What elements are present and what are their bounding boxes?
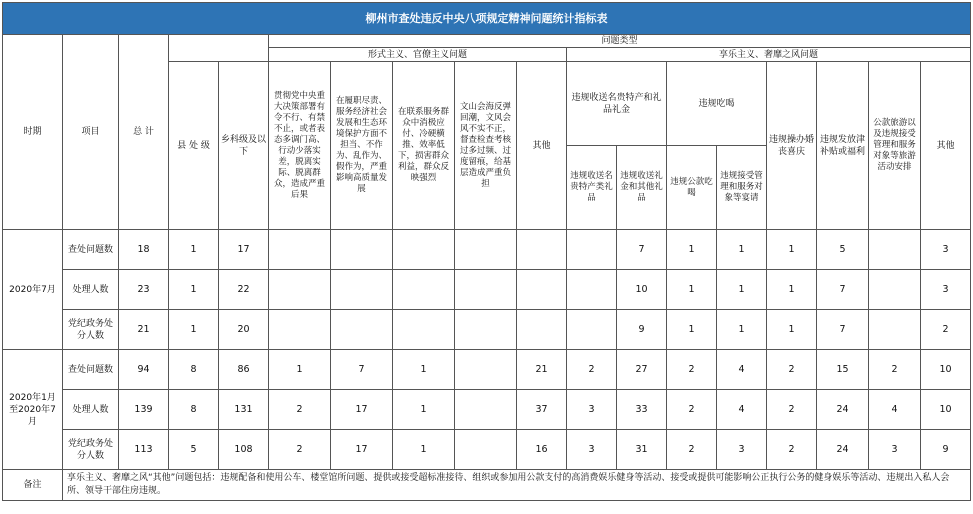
- header-hedonism-other: 其他: [921, 62, 971, 230]
- cell: [455, 430, 517, 470]
- cell: 2: [921, 310, 971, 350]
- cell: 94: [119, 350, 169, 390]
- cell: 24: [817, 390, 869, 430]
- cell: [455, 350, 517, 390]
- cell: [455, 230, 517, 270]
- cell: [567, 310, 617, 350]
- cell: 113: [119, 430, 169, 470]
- header-formalism-other: 其他: [517, 62, 567, 230]
- cell: 1: [767, 310, 817, 350]
- cell: 17: [219, 230, 269, 270]
- header-county-level: 县 处 级: [169, 62, 219, 230]
- cell: 3: [921, 230, 971, 270]
- cell: [393, 230, 455, 270]
- header-hedonism-eating-1: 违规公款吃喝: [667, 146, 717, 230]
- cell: 1: [717, 310, 767, 350]
- cell: 1: [169, 230, 219, 270]
- row-item: 查处问题数: [63, 350, 119, 390]
- cell: 15: [817, 350, 869, 390]
- cell: 7: [817, 270, 869, 310]
- cell: [869, 310, 921, 350]
- cell: 17: [331, 430, 393, 470]
- cell: 1: [393, 430, 455, 470]
- cell: 2: [269, 430, 331, 470]
- cell: 1: [717, 230, 767, 270]
- statistics-table: [2, 2, 971, 501]
- cell: 9: [921, 430, 971, 470]
- cell: 3: [869, 430, 921, 470]
- cell: 5: [817, 230, 869, 270]
- cell: [331, 310, 393, 350]
- cell: [331, 270, 393, 310]
- cell: 3: [567, 390, 617, 430]
- header-township-level: 乡科级及以下: [219, 62, 269, 230]
- cell: 9: [617, 310, 667, 350]
- header-formalism-1: 贯彻党中央重大决策部署有令不行、有禁不止，或者表态多调门高、行动少落实差，脱离实际、脱离群众，造成严重后果: [269, 62, 331, 230]
- header-formalism-2: 在履职尽责、服务经济社会发展和生态环境保护方面不担当、不作为、乱作为、假作为，严重影响高质量发展: [331, 62, 393, 230]
- header-problem-type: 问题类型: [269, 35, 971, 48]
- cell: [269, 230, 331, 270]
- header-hedonism-gift: 违规收送名贵特产和礼品礼金: [567, 62, 667, 146]
- cell: [455, 310, 517, 350]
- cell: 86: [219, 350, 269, 390]
- footnote-label: 备注: [3, 470, 63, 501]
- cell: [517, 230, 567, 270]
- cell: 1: [667, 230, 717, 270]
- cell: [393, 310, 455, 350]
- row-item: 党纪政务处分人数: [63, 310, 119, 350]
- cell: [269, 310, 331, 350]
- cell: 33: [617, 390, 667, 430]
- cell: 8: [169, 390, 219, 430]
- cell: [869, 230, 921, 270]
- cell: [269, 270, 331, 310]
- cell: 5: [169, 430, 219, 470]
- header-formalism: 形式主义、官僚主义问题: [269, 48, 567, 62]
- cell: 2: [869, 350, 921, 390]
- cell: 2: [567, 350, 617, 390]
- header-formalism-4: 文山会海反弹回潮，文风会风不实不正，督查检查考核过多过频、过度留痕，给基层造成严重负担: [455, 62, 517, 230]
- cell: 22: [219, 270, 269, 310]
- row-item: 处理人数: [63, 390, 119, 430]
- header-hedonism-eating-2: 违规接受管理和服务对象等宴请: [717, 146, 767, 230]
- cell: 108: [219, 430, 269, 470]
- header-hedonism-subsidy: 违规发放津补贴或福利: [817, 62, 869, 230]
- header-period: 时期: [3, 35, 63, 230]
- header-total: 总 计: [119, 35, 169, 230]
- cell: 24: [817, 430, 869, 470]
- cell: [393, 270, 455, 310]
- cell: 16: [517, 430, 567, 470]
- cell: 4: [717, 390, 767, 430]
- cell: [869, 270, 921, 310]
- row-item: 党纪政务处分人数: [63, 430, 119, 470]
- cell: 8: [169, 350, 219, 390]
- cell: 1: [717, 270, 767, 310]
- cell: 18: [119, 230, 169, 270]
- cell: 2: [667, 390, 717, 430]
- cell: 7: [331, 350, 393, 390]
- header-formalism-3: 在联系服务群众中消极应付、冷硬横推、效率低下，损害群众利益，群众反映强烈: [393, 62, 455, 230]
- cell: 17: [331, 390, 393, 430]
- footnote-text: 享乐主义、奢靡之风“其他”问题包括：违规配备和使用公车、楼堂馆所问题、提供或接受超标准接待、组织或参加用公款支付的高消费娱乐健身等活动、接受或提供可能影响公正执行公务的健身娱乐等活动、违规出入私人会所、领导干部住房违规。: [63, 470, 971, 501]
- cell: 21: [517, 350, 567, 390]
- cell: 21: [119, 310, 169, 350]
- cell: [517, 270, 567, 310]
- cell: 1: [269, 350, 331, 390]
- cell: 1: [169, 310, 219, 350]
- header-hedonism-gift-1: 违规收送名贵特产类礼品: [567, 146, 617, 230]
- cell: 1: [667, 270, 717, 310]
- cell: 139: [119, 390, 169, 430]
- cell: 37: [517, 390, 567, 430]
- cell: 1: [393, 390, 455, 430]
- cell: 27: [617, 350, 667, 390]
- cell: 2: [767, 430, 817, 470]
- row-item: 查处问题数: [63, 230, 119, 270]
- period-label: 2020年1月至2020年7月: [3, 350, 63, 470]
- header-hedonism-eating: 违规吃喝: [667, 62, 767, 146]
- cell: [455, 270, 517, 310]
- cell: 10: [921, 390, 971, 430]
- cell: 1: [393, 350, 455, 390]
- period-label: 2020年7月: [3, 230, 63, 350]
- cell: 20: [219, 310, 269, 350]
- row-item: 处理人数: [63, 270, 119, 310]
- cell: 2: [767, 350, 817, 390]
- cell: 3: [921, 270, 971, 310]
- cell: 10: [921, 350, 971, 390]
- table-title: 柳州市查处违反中央八项规定精神问题统计指标表: [3, 3, 971, 35]
- cell: 4: [869, 390, 921, 430]
- header-hedonism: 享乐主义、奢靡之风问题: [567, 48, 971, 62]
- cell: [567, 230, 617, 270]
- cell: 1: [667, 310, 717, 350]
- cell: 3: [567, 430, 617, 470]
- cell: [517, 310, 567, 350]
- cell: 1: [767, 230, 817, 270]
- cell: 131: [219, 390, 269, 430]
- cell: 2: [667, 350, 717, 390]
- cell: 1: [767, 270, 817, 310]
- cell: 2: [767, 390, 817, 430]
- header-hedonism-wedding: 违规操办婚丧喜庆: [767, 62, 817, 230]
- header-blank: [169, 35, 269, 62]
- cell: 10: [617, 270, 667, 310]
- cell: [455, 390, 517, 430]
- cell: 23: [119, 270, 169, 310]
- cell: 4: [717, 350, 767, 390]
- cell: [331, 230, 393, 270]
- cell: 2: [269, 390, 331, 430]
- cell: 3: [717, 430, 767, 470]
- cell: 7: [817, 310, 869, 350]
- cell: [567, 270, 617, 310]
- header-hedonism-travel: 公款旅游以及违规接受管理和服务对象等旅游活动安排: [869, 62, 921, 230]
- cell: 31: [617, 430, 667, 470]
- header-item: 项目: [63, 35, 119, 230]
- header-hedonism-gift-2: 违规收送礼金和其他礼品: [617, 146, 667, 230]
- cell: 7: [617, 230, 667, 270]
- cell: 2: [667, 430, 717, 470]
- cell: 1: [169, 270, 219, 310]
